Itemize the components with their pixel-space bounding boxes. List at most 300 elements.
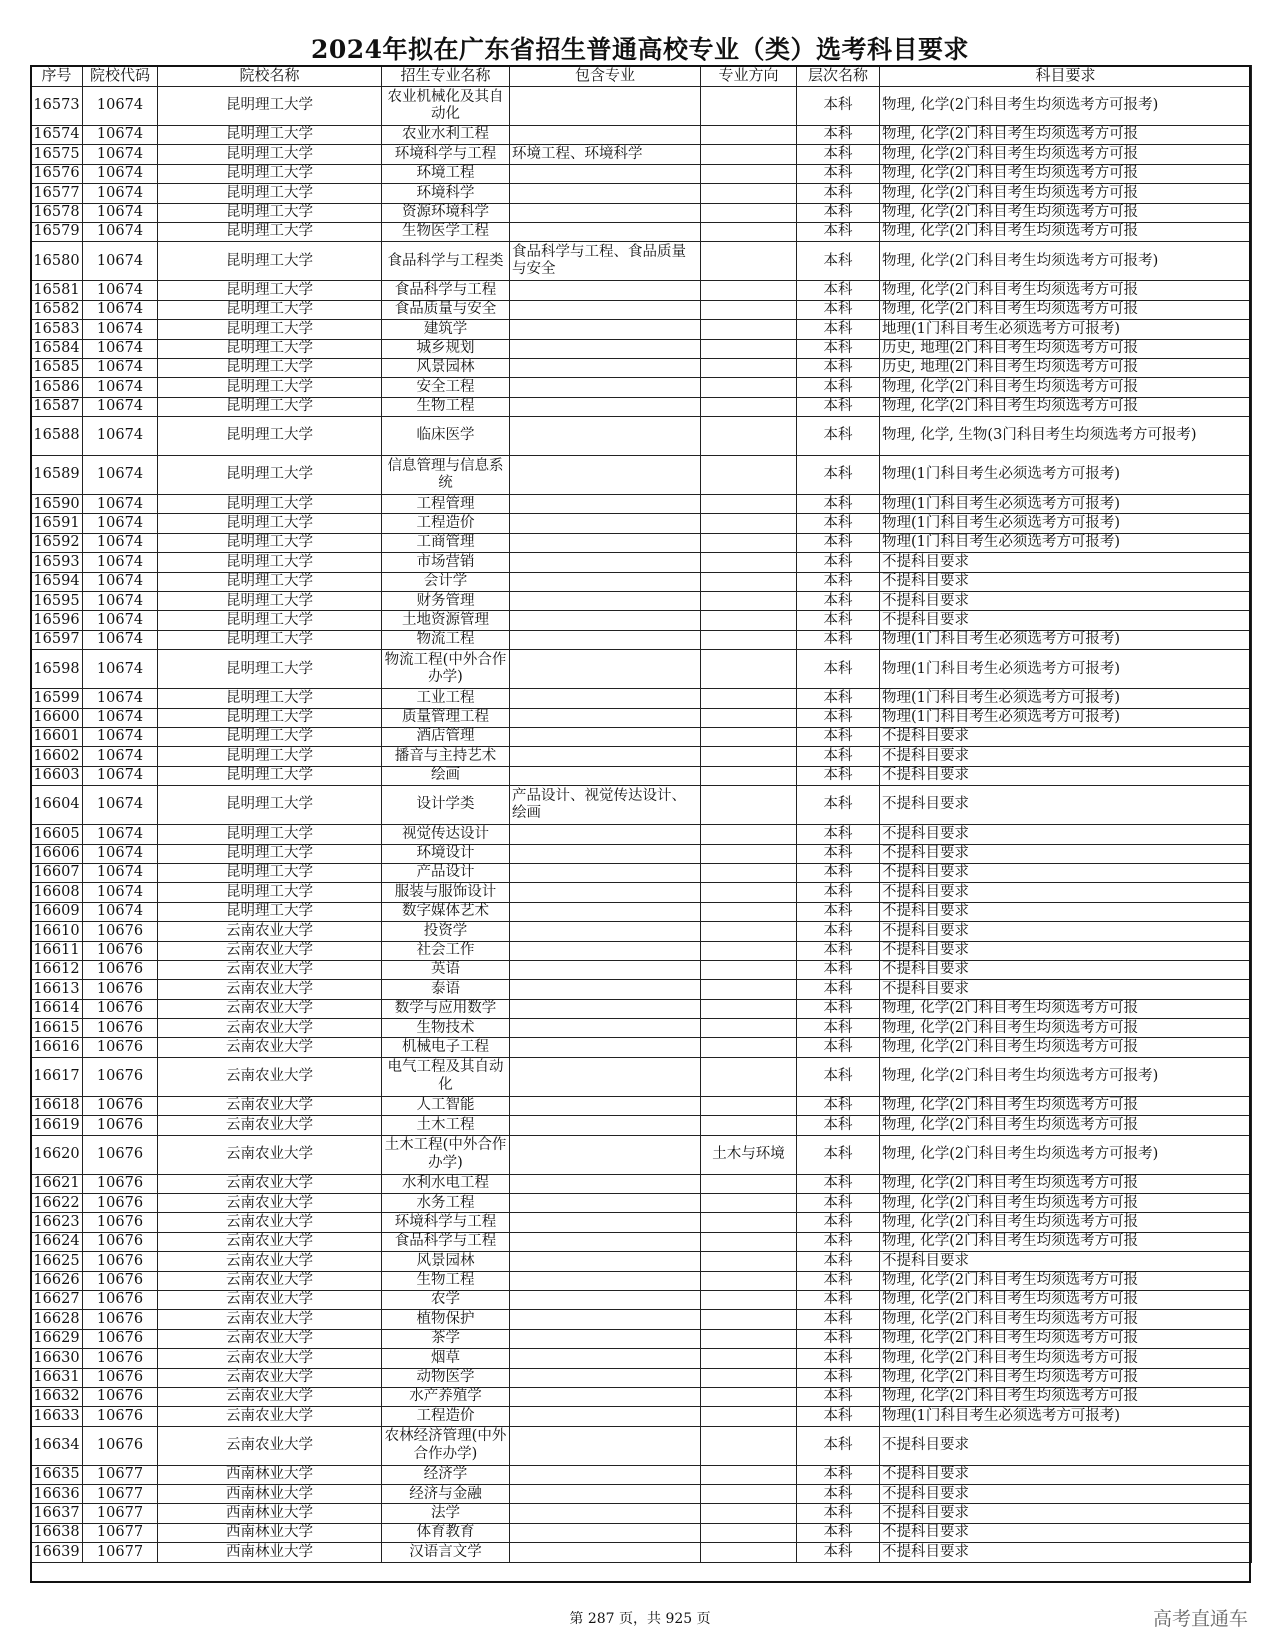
table-row	[31, 1485, 1252, 1504]
cell-serial: 16596	[31, 611, 83, 630]
cell-school-name: 西南林业大学	[158, 1465, 382, 1484]
cell-included-majors	[510, 999, 701, 1018]
cell-major-name: 生物工程	[382, 1271, 510, 1290]
cell-subject-requirement: 物理(1门科目考生必须选考方可报考)	[880, 630, 1252, 649]
page-number: 第 287 页，共 925 页	[569, 1611, 711, 1627]
cell-school-name: 昆明理工大学	[158, 222, 382, 241]
cell-major-name: 服装与服饰设计	[382, 883, 510, 902]
cell-school-code: 10674	[83, 203, 158, 222]
cell-school-name: 昆明理工大学	[158, 300, 382, 319]
cell-school-code: 10674	[83, 786, 158, 825]
cell-subject-requirement: 不提科目要求	[880, 572, 1252, 591]
table-row	[31, 883, 1252, 902]
cell-direction	[701, 1426, 797, 1465]
cell-direction	[701, 378, 797, 397]
cell-school-name: 云南农业大学	[158, 1387, 382, 1406]
cell-school-name: 昆明理工大学	[158, 281, 382, 300]
cell-included-majors	[510, 1407, 701, 1426]
cell-school-name: 昆明理工大学	[158, 553, 382, 572]
cell-direction	[701, 145, 797, 164]
cell-serial: 16578	[31, 203, 83, 222]
cell-serial: 16625	[31, 1252, 83, 1271]
cell-direction	[701, 417, 797, 456]
cell-school-code: 10676	[83, 1116, 158, 1135]
cell-subject-requirement: 不提科目要求	[880, 902, 1252, 921]
cell-direction	[701, 1329, 797, 1348]
cell-major-name: 经济学	[382, 1465, 510, 1484]
cell-school-name: 西南林业大学	[158, 1543, 382, 1562]
cell-serial: 16603	[31, 766, 83, 785]
cell-major-name: 英语	[382, 960, 510, 979]
cell-direction	[701, 1213, 797, 1232]
cell-subject-requirement: 物理, 化学(2门科目考生均须选考方可报	[880, 397, 1252, 416]
table-header-row	[31, 66, 1252, 87]
table-row	[31, 611, 1252, 630]
cell-included-majors	[510, 1057, 701, 1096]
cell-major-name: 产品设计	[382, 863, 510, 882]
cell-level: 本科	[797, 766, 880, 785]
cell-school-name: 昆明理工大学	[158, 378, 382, 397]
cell-school-code: 10676	[83, 1310, 158, 1329]
cell-school-code: 10674	[83, 87, 158, 126]
cell-serial: 16579	[31, 222, 83, 241]
cell-direction	[701, 786, 797, 825]
cell-included-majors	[510, 164, 701, 183]
table-row	[31, 1368, 1252, 1387]
cell-direction	[701, 630, 797, 649]
cell-school-name: 昆明理工大学	[158, 611, 382, 630]
cell-subject-requirement: 物理(1门科目考生必须选考方可报考)	[880, 1407, 1252, 1426]
cell-direction	[701, 1057, 797, 1096]
cell-subject-requirement: 物理, 化学(2门科目考生均须选考方可报	[880, 1310, 1252, 1329]
cell-serial: 16599	[31, 689, 83, 708]
table-row	[31, 1271, 1252, 1290]
table-row	[31, 825, 1252, 844]
cell-school-name: 云南农业大学	[158, 1426, 382, 1465]
cell-direction	[701, 281, 797, 300]
cell-included-majors	[510, 378, 701, 397]
cell-serial: 16584	[31, 339, 83, 358]
cell-serial: 16605	[31, 825, 83, 844]
table-row	[31, 1465, 1252, 1484]
col-header-major-name: 招生专业名称	[382, 66, 510, 87]
cell-level: 本科	[797, 941, 880, 960]
cell-included-majors	[510, 1174, 701, 1193]
cell-level: 本科	[797, 281, 880, 300]
table-row	[31, 553, 1252, 572]
cell-serial: 16595	[31, 592, 83, 611]
table-row	[31, 203, 1252, 222]
cell-included-majors	[510, 941, 701, 960]
cell-serial: 16607	[31, 863, 83, 882]
table-row	[31, 222, 1252, 241]
cell-subject-requirement: 物理, 化学(2门科目考生均须选考方可报考)	[880, 87, 1252, 126]
cell-major-name: 电气工程及其自动化	[382, 1057, 510, 1096]
cell-serial: 16635	[31, 1465, 83, 1484]
cell-level: 本科	[797, 1271, 880, 1290]
cell-school-name: 昆明理工大学	[158, 844, 382, 863]
cell-major-name: 食品科学与工程类	[382, 242, 510, 281]
cell-school-name: 昆明理工大学	[158, 320, 382, 339]
cell-serial: 16616	[31, 1038, 83, 1057]
cell-school-code: 10676	[83, 1426, 158, 1465]
cell-direction	[701, 1174, 797, 1193]
cell-major-name: 环境设计	[382, 844, 510, 863]
cell-school-code: 10677	[83, 1543, 158, 1562]
cell-school-name: 昆明理工大学	[158, 786, 382, 825]
cell-school-code: 10674	[83, 630, 158, 649]
cell-serial: 16611	[31, 941, 83, 960]
cell-major-name: 生物医学工程	[382, 222, 510, 241]
cell-serial: 16614	[31, 999, 83, 1018]
cell-subject-requirement: 物理, 化学(2门科目考生均须选考方可报	[880, 1290, 1252, 1309]
cell-level: 本科	[797, 922, 880, 941]
cell-serial: 16583	[31, 320, 83, 339]
cell-level: 本科	[797, 1252, 880, 1271]
table-row	[31, 1290, 1252, 1309]
table-row	[31, 358, 1252, 377]
table-row	[31, 514, 1252, 533]
cell-subject-requirement: 物理, 化学(2门科目考生均须选考方可报	[880, 1194, 1252, 1213]
cell-school-code: 10677	[83, 1465, 158, 1484]
cell-subject-requirement: 物理, 化学(2门科目考生均须选考方可报	[880, 203, 1252, 222]
cell-level: 本科	[797, 999, 880, 1018]
table-row	[31, 1523, 1252, 1542]
cell-direction	[701, 164, 797, 183]
cell-major-name: 汉语言文学	[382, 1543, 510, 1562]
cell-school-name: 西南林业大学	[158, 1523, 382, 1542]
cell-school-name: 云南农业大学	[158, 1057, 382, 1096]
table-row	[31, 650, 1252, 689]
cell-major-name: 农林经济管理(中外合作办学)	[382, 1426, 510, 1465]
table-row	[31, 300, 1252, 319]
cell-subject-requirement: 不提科目要求	[880, 727, 1252, 746]
cell-serial: 16622	[31, 1194, 83, 1213]
table-row	[31, 980, 1252, 999]
cell-school-name: 昆明理工大学	[158, 456, 382, 495]
cell-direction	[701, 1019, 797, 1038]
cell-level: 本科	[797, 689, 880, 708]
cell-level: 本科	[797, 747, 880, 766]
cell-major-name: 资源环境科学	[382, 203, 510, 222]
cell-major-name: 经济与金融	[382, 1485, 510, 1504]
cell-serial: 16639	[31, 1543, 83, 1562]
table-row	[31, 184, 1252, 203]
cell-included-majors	[510, 883, 701, 902]
cell-direction	[701, 863, 797, 882]
cell-major-name: 质量管理工程	[382, 708, 510, 727]
cell-subject-requirement: 不提科目要求	[880, 611, 1252, 630]
cell-school-code: 10676	[83, 1329, 158, 1348]
cell-included-majors	[510, 281, 701, 300]
table-row	[31, 1387, 1252, 1406]
cell-school-name: 昆明理工大学	[158, 766, 382, 785]
table-row	[31, 1038, 1252, 1057]
cell-level: 本科	[797, 572, 880, 591]
cell-major-name: 环境工程	[382, 164, 510, 183]
cell-level: 本科	[797, 1057, 880, 1096]
cell-school-code: 10676	[83, 1349, 158, 1368]
cell-school-name: 昆明理工大学	[158, 164, 382, 183]
cell-serial: 16594	[31, 572, 83, 591]
cell-school-code: 10677	[83, 1523, 158, 1542]
table-row	[31, 844, 1252, 863]
cell-level: 本科	[797, 87, 880, 126]
cell-level: 本科	[797, 320, 880, 339]
cell-school-code: 10677	[83, 1485, 158, 1504]
cell-school-code: 10676	[83, 1407, 158, 1426]
cell-school-code: 10674	[83, 378, 158, 397]
cell-serial: 16600	[31, 708, 83, 727]
cell-school-code: 10674	[83, 533, 158, 552]
cell-school-name: 云南农业大学	[158, 1349, 382, 1368]
cell-major-name: 物流工程(中外合作办学)	[382, 650, 510, 689]
cell-level: 本科	[797, 1465, 880, 1484]
cell-level: 本科	[797, 980, 880, 999]
cell-school-name: 云南农业大学	[158, 980, 382, 999]
table-row	[31, 572, 1252, 591]
cell-direction	[701, 1387, 797, 1406]
cell-school-name: 昆明理工大学	[158, 126, 382, 145]
cell-direction	[701, 708, 797, 727]
cell-serial: 16573	[31, 87, 83, 126]
cell-subject-requirement: 不提科目要求	[880, 1523, 1252, 1542]
cell-subject-requirement: 不提科目要求	[880, 1504, 1252, 1523]
cell-subject-requirement: 不提科目要求	[880, 825, 1252, 844]
cell-serial: 16618	[31, 1096, 83, 1115]
cell-included-majors	[510, 1019, 701, 1038]
cell-included-majors	[510, 592, 701, 611]
table-row	[31, 397, 1252, 416]
cell-included-majors	[510, 1310, 701, 1329]
cell-direction	[701, 883, 797, 902]
cell-subject-requirement: 物理, 化学(2门科目考生均须选考方可报	[880, 281, 1252, 300]
cell-direction	[701, 611, 797, 630]
cell-subject-requirement: 不提科目要求	[880, 1465, 1252, 1484]
cell-school-code: 10674	[83, 242, 158, 281]
cell-subject-requirement: 不提科目要求	[880, 766, 1252, 785]
cell-school-name: 昆明理工大学	[158, 533, 382, 552]
cell-level: 本科	[797, 825, 880, 844]
cell-serial: 16593	[31, 553, 83, 572]
cell-major-name: 市场营销	[382, 553, 510, 572]
table-row	[31, 786, 1252, 825]
cell-direction	[701, 339, 797, 358]
table-row	[31, 242, 1252, 281]
table-row	[31, 417, 1252, 456]
cell-school-code: 10674	[83, 825, 158, 844]
cell-serial: 16627	[31, 1290, 83, 1309]
cell-major-name: 农学	[382, 1290, 510, 1309]
cell-subject-requirement: 物理(1门科目考生必须选考方可报考)	[880, 708, 1252, 727]
cell-subject-requirement: 物理, 化学(2门科目考生均须选考方可报	[880, 1116, 1252, 1135]
cell-serial: 16624	[31, 1232, 83, 1251]
cell-subject-requirement: 不提科目要求	[880, 863, 1252, 882]
table-row	[31, 1135, 1252, 1174]
cell-school-name: 云南农业大学	[158, 1213, 382, 1232]
cell-level: 本科	[797, 786, 880, 825]
cell-school-name: 昆明理工大学	[158, 630, 382, 649]
cell-school-name: 云南农业大学	[158, 1252, 382, 1271]
cell-serial: 16597	[31, 630, 83, 649]
cell-subject-requirement: 历史, 地理(2门科目考生均须选考方可报	[880, 339, 1252, 358]
cell-included-majors	[510, 203, 701, 222]
table-row	[31, 727, 1252, 746]
cell-direction	[701, 184, 797, 203]
cell-major-name: 工程造价	[382, 514, 510, 533]
cell-school-name: 昆明理工大学	[158, 689, 382, 708]
cell-serial: 16582	[31, 300, 83, 319]
cell-major-name: 安全工程	[382, 378, 510, 397]
cell-included-majors	[510, 630, 701, 649]
cell-school-code: 10674	[83, 611, 158, 630]
cell-included-majors	[510, 766, 701, 785]
cell-subject-requirement: 不提科目要求	[880, 1426, 1252, 1465]
cell-direction	[701, 941, 797, 960]
cell-serial: 16587	[31, 397, 83, 416]
cell-subject-requirement: 不提科目要求	[880, 883, 1252, 902]
cell-serial: 16601	[31, 727, 83, 746]
cell-school-code: 10676	[83, 1174, 158, 1193]
table-row	[31, 1426, 1252, 1465]
cell-direction	[701, 766, 797, 785]
cell-included-majors	[510, 222, 701, 241]
cell-school-code: 10676	[83, 1057, 158, 1096]
cell-school-code: 10674	[83, 689, 158, 708]
cell-major-name: 播音与主持艺术	[382, 747, 510, 766]
cell-level: 本科	[797, 611, 880, 630]
table-row	[31, 592, 1252, 611]
cell-direction	[701, 980, 797, 999]
table-row	[31, 320, 1252, 339]
cell-subject-requirement: 物理, 化学(2门科目考生均须选考方可报	[880, 1038, 1252, 1057]
cell-serial: 16598	[31, 650, 83, 689]
cell-major-name: 人工智能	[382, 1096, 510, 1115]
cell-level: 本科	[797, 630, 880, 649]
cell-subject-requirement: 物理, 化学(2门科目考生均须选考方可报考)	[880, 1135, 1252, 1174]
cell-level: 本科	[797, 1426, 880, 1465]
cell-subject-requirement: 物理(1门科目考生必须选考方可报考)	[880, 650, 1252, 689]
table-row	[31, 766, 1252, 785]
cell-school-code: 10676	[83, 1096, 158, 1115]
cell-direction	[701, 1485, 797, 1504]
cell-serial: 16629	[31, 1329, 83, 1348]
cell-major-name: 水产养殖学	[382, 1387, 510, 1406]
cell-major-name: 社会工作	[382, 941, 510, 960]
cell-subject-requirement: 物理, 化学(2门科目考生均须选考方可报	[880, 1329, 1252, 1348]
cell-direction	[701, 1116, 797, 1135]
cell-direction	[701, 1290, 797, 1309]
cell-included-majors	[510, 456, 701, 495]
table-row	[31, 126, 1252, 145]
cell-school-code: 10674	[83, 164, 158, 183]
cell-level: 本科	[797, 592, 880, 611]
cell-subject-requirement: 物理, 化学(2门科目考生均须选考方可报	[880, 126, 1252, 145]
cell-included-majors	[510, 320, 701, 339]
cell-school-name: 昆明理工大学	[158, 825, 382, 844]
cell-major-name: 会计学	[382, 572, 510, 591]
cell-major-name: 土木工程(中外合作办学)	[382, 1135, 510, 1174]
col-header-level: 层次名称	[797, 66, 880, 87]
table-row	[31, 960, 1252, 979]
cell-school-name: 昆明理工大学	[158, 747, 382, 766]
table-row	[31, 533, 1252, 552]
cell-subject-requirement: 物理(1门科目考生必须选考方可报考)	[880, 514, 1252, 533]
cell-major-name: 投资学	[382, 922, 510, 941]
cell-subject-requirement: 物理, 化学(2门科目考生均须选考方可报	[880, 1349, 1252, 1368]
table-row	[31, 495, 1252, 514]
cell-subject-requirement: 物理, 化学(2门科目考生均须选考方可报考)	[880, 1057, 1252, 1096]
table-row	[31, 922, 1252, 941]
cell-school-name: 昆明理工大学	[158, 184, 382, 203]
cell-included-majors: 产品设计、视觉传达设计、绘画	[510, 786, 701, 825]
cell-major-name: 机械电子工程	[382, 1038, 510, 1057]
cell-included-majors	[510, 572, 701, 591]
cell-school-name: 昆明理工大学	[158, 87, 382, 126]
cell-included-majors	[510, 1252, 701, 1271]
cell-subject-requirement: 不提科目要求	[880, 786, 1252, 825]
cell-included-majors	[510, 417, 701, 456]
cell-major-name: 食品科学与工程	[382, 281, 510, 300]
table-row	[31, 1213, 1252, 1232]
cell-school-code: 10676	[83, 1232, 158, 1251]
cell-school-code: 10676	[83, 1213, 158, 1232]
cell-school-code: 10676	[83, 941, 158, 960]
col-header-included-majors: 包含专业	[510, 66, 701, 87]
cell-school-code: 10676	[83, 1290, 158, 1309]
cell-level: 本科	[797, 960, 880, 979]
cell-included-majors	[510, 708, 701, 727]
cell-direction	[701, 922, 797, 941]
cell-included-majors	[510, 1329, 701, 1348]
cell-subject-requirement: 物理, 化学(2门科目考生均须选考方可报	[880, 1368, 1252, 1387]
cell-serial: 16604	[31, 786, 83, 825]
cell-level: 本科	[797, 397, 880, 416]
cell-serial: 16592	[31, 533, 83, 552]
cell-included-majors	[510, 1523, 701, 1542]
cell-level: 本科	[797, 1135, 880, 1174]
cell-serial: 16589	[31, 456, 83, 495]
cell-included-majors	[510, 650, 701, 689]
cell-subject-requirement: 物理, 化学(2门科目考生均须选考方可报	[880, 184, 1252, 203]
cell-school-name: 云南农业大学	[158, 1135, 382, 1174]
cell-level: 本科	[797, 514, 880, 533]
cell-included-majors	[510, 126, 701, 145]
cell-level: 本科	[797, 203, 880, 222]
cell-major-name: 食品质量与安全	[382, 300, 510, 319]
cell-school-code: 10676	[83, 1271, 158, 1290]
cell-included-majors	[510, 553, 701, 572]
cell-school-name: 昆明理工大学	[158, 495, 382, 514]
table-body	[31, 87, 1252, 1563]
cell-serial: 16609	[31, 902, 83, 921]
cell-serial: 16638	[31, 1523, 83, 1542]
page-title: 2024年拟在广东省招生普通高校专业（类）选考科目要求	[310, 35, 970, 64]
cell-subject-requirement: 不提科目要求	[880, 941, 1252, 960]
cell-major-name: 工业工程	[382, 689, 510, 708]
cell-school-code: 10674	[83, 863, 158, 882]
cell-major-name: 动物医学	[382, 1368, 510, 1387]
cell-direction	[701, 1349, 797, 1368]
cell-subject-requirement: 物理, 化学(2门科目考生均须选考方可报	[880, 222, 1252, 241]
cell-level: 本科	[797, 339, 880, 358]
cell-subject-requirement: 不提科目要求	[880, 592, 1252, 611]
table-row	[31, 1019, 1252, 1038]
cell-included-majors	[510, 689, 701, 708]
cell-included-majors	[510, 727, 701, 746]
cell-direction	[701, 456, 797, 495]
cell-major-name: 水利水电工程	[382, 1174, 510, 1193]
